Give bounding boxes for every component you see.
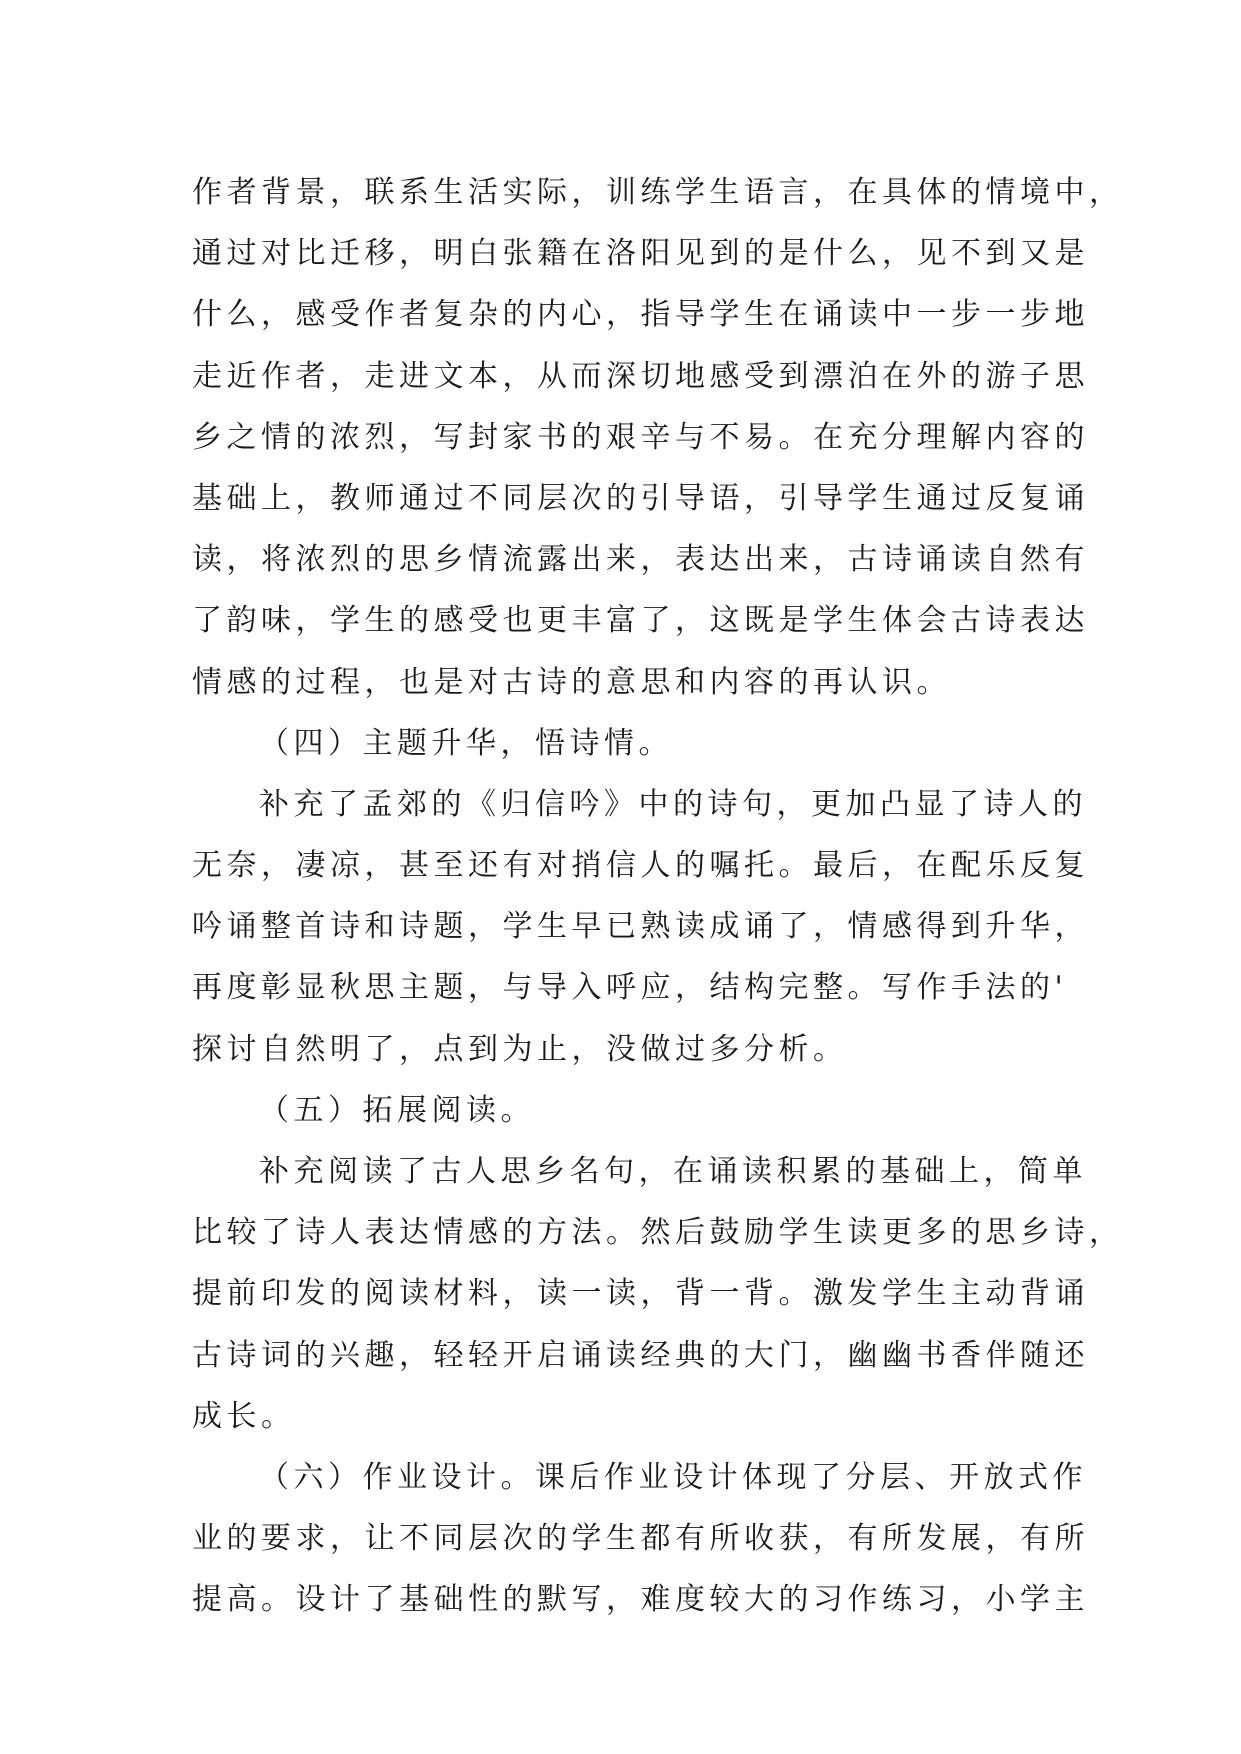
document-body	[192, 162, 1124, 1631]
text-line: 无奈，凄凉，甚至还有对捎信人的嘱托。最后，在配乐反复	[192, 848, 1089, 884]
text-line: 吟诵整首诗和诗题，学生早已熟读成诵了，情感得到升华，	[192, 909, 1089, 945]
text-line: 业的要求，让不同层次的学生都有所收获，有所发展，有所	[192, 1521, 1089, 1557]
text-line: 提前印发的阅读材料，读一读，背一背。激发学生主动背诵	[192, 1276, 1089, 1312]
text-line: （五）拓展阅读。	[259, 1092, 535, 1128]
text-line: 比较了诗人表达情感的方法。然后鼓励学生读更多的思乡诗，	[192, 1215, 1124, 1251]
text-line: 再度彰显秋思主题，与导入呼应，结构完整。写作手法的'	[192, 970, 1068, 1006]
text-line: 了韵味，学生的感受也更丰富了，这既是学生体会古诗表达	[192, 603, 1089, 639]
text-line: 提高。设计了基础性的默写，难度较大的习作练习，小学主	[192, 1582, 1089, 1618]
text-line: 情感的过程，也是对古诗的意思和内容的再认识。	[192, 664, 951, 700]
text-line: 补充阅读了古人思乡名句，在诵读积累的基础上，简单	[259, 1154, 1087, 1189]
text-line: 乡之情的浓烈，写封家书的艰辛与不易。在充分理解内容的	[192, 419, 1089, 455]
text-line: 基础上，教师通过不同层次的引导语，引导学生通过反复诵	[192, 480, 1089, 516]
text-line: 作者背景，联系生活实际，训练学生语言，在具体的情境中，	[192, 175, 1124, 210]
text-line: （四）主题升华，悟诗情。	[259, 725, 673, 761]
text-line: 探讨自然明了，点到为止，没做过多分析。	[192, 1031, 848, 1067]
text-line: （六）作业设计。课后作业设计体现了分层、开放式作	[259, 1459, 1087, 1495]
text-line: 补充了孟郊的《归信吟》中的诗句，更加凸显了诗人的	[259, 786, 1087, 822]
text-line: 什么，感受作者复杂的内心，指导学生在诵读中一步一步地	[192, 297, 1089, 333]
text-line: 古诗词的兴趣，轻轻开启诵读经典的大门，幽幽书香伴随还	[192, 1337, 1089, 1373]
text-line: 走近作者，走进文本，从而深切地感受到漂泊在外的游子思	[192, 358, 1089, 394]
text-line: 通过对比迁移，明白张籍在洛阳见到的是什么，见不到又是	[192, 236, 1089, 272]
text-line: 成长。	[192, 1398, 296, 1434]
text-line: 读，将浓烈的思乡情流露出来，表达出来，古诗诵读自然有	[192, 542, 1089, 578]
